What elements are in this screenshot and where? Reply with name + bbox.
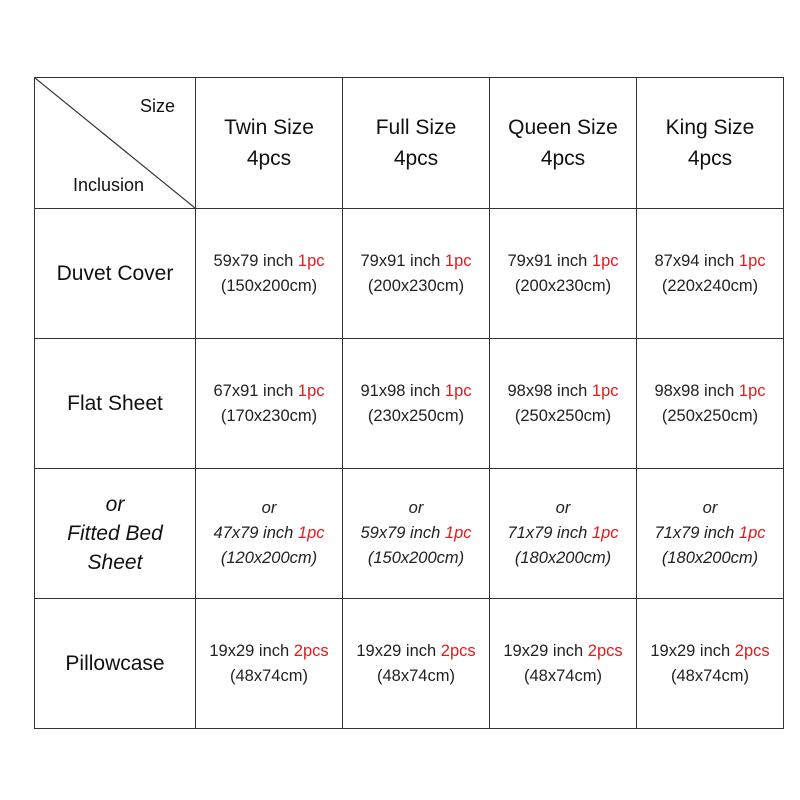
size-cell-king [637, 599, 784, 729]
row-label [35, 209, 196, 339]
row-label [35, 469, 196, 599]
quantity-text: 2pcs [293, 641, 329, 660]
cm-dimension: (48x74cm) [524, 666, 602, 685]
row-label-line: or [105, 493, 125, 516]
table-row-flat-sheet [35, 339, 784, 469]
row-label-line: Pillowcase [65, 652, 165, 675]
quantity-text: 1pc [591, 381, 619, 400]
inch-dimension: 19x29 inch [356, 641, 437, 660]
table-row-fitted-sheet [35, 469, 784, 599]
quantity-text: 1pc [444, 251, 472, 270]
cm-dimension: (230x250cm) [367, 406, 465, 425]
inch-dimension: 19x29 inch [503, 641, 584, 660]
quantity-text: 1pc [591, 524, 619, 542]
inch-dimension: 79x91 inch [507, 251, 588, 270]
dimension-line [637, 249, 783, 274]
dimension-line [196, 639, 342, 664]
inch-dimension: 87x94 inch [654, 251, 735, 270]
size-cell-twin [196, 469, 343, 599]
cm-dimension: (220x240cm) [661, 276, 759, 295]
column-size-name: King Size [665, 116, 755, 139]
dimension-line [637, 379, 783, 404]
cm-dimension: (170x230cm) [220, 406, 318, 425]
size-cell-twin [196, 339, 343, 469]
dimension-line [196, 249, 342, 274]
size-cell-full [343, 469, 490, 599]
corner-cell [35, 78, 196, 209]
dimension-line [196, 379, 342, 404]
quantity-text: 2pcs [734, 641, 770, 660]
row-label-line: Flat Sheet [67, 392, 163, 415]
size-cell-full [343, 599, 490, 729]
size-cell-king [637, 209, 784, 339]
row-label-line: Sheet [87, 551, 143, 574]
inch-dimension: 47x79 inch [213, 524, 294, 542]
quantity-text: 1pc [297, 251, 325, 270]
quantity-text: 1pc [297, 381, 325, 400]
cm-dimension: (150x200cm) [220, 276, 318, 295]
column-piece-count: 4pcs [540, 147, 586, 170]
dimension-line [637, 521, 783, 546]
size-cell-queen [490, 209, 637, 339]
row-label [35, 339, 196, 469]
size-cell-full [343, 209, 490, 339]
dimension-line [490, 379, 636, 404]
or-text: or [261, 499, 277, 517]
dimension-line [490, 249, 636, 274]
size-cell-queen [490, 599, 637, 729]
size-cell-queen [490, 469, 637, 599]
cm-dimension: (200x230cm) [514, 276, 612, 295]
dimension-line [637, 639, 783, 664]
header-row [35, 78, 784, 209]
inch-dimension: 19x29 inch [209, 641, 290, 660]
corner-inclusion-label: Inclusion [73, 175, 145, 195]
dimension-line [343, 379, 489, 404]
size-chart-table [34, 77, 784, 729]
column-header-full [343, 78, 490, 209]
inch-dimension: 91x98 inch [360, 381, 441, 400]
size-cell-twin [196, 599, 343, 729]
or-text: or [702, 499, 718, 517]
quantity-text: 1pc [738, 381, 766, 400]
dimension-line [343, 521, 489, 546]
dimension-line [490, 521, 636, 546]
quantity-text: 2pcs [440, 641, 476, 660]
inch-dimension: 79x91 inch [360, 251, 441, 270]
inch-dimension: 67x91 inch [213, 381, 294, 400]
column-piece-count: 4pcs [687, 147, 733, 170]
quantity-text: 1pc [738, 524, 766, 542]
row-label [35, 599, 196, 729]
column-piece-count: 4pcs [393, 147, 439, 170]
size-cell-queen [490, 339, 637, 469]
cm-dimension: (150x200cm) [367, 549, 465, 567]
cm-dimension: (48x74cm) [377, 666, 455, 685]
size-cell-king [637, 339, 784, 469]
size-cell-full [343, 339, 490, 469]
column-header-queen [490, 78, 637, 209]
size-cell-king [637, 469, 784, 599]
table-row-duvet-cover [35, 209, 784, 339]
column-size-name: Twin Size [224, 116, 314, 139]
cm-dimension: (48x74cm) [230, 666, 308, 685]
column-piece-count: 4pcs [246, 147, 292, 170]
cm-dimension: (48x74cm) [671, 666, 749, 685]
cm-dimension: (180x200cm) [661, 549, 759, 567]
quantity-text: 1pc [738, 251, 766, 270]
inch-dimension: 98x98 inch [507, 381, 588, 400]
table-row-pillowcase [35, 599, 784, 729]
row-label-line: Duvet Cover [56, 262, 174, 285]
quantity-text: 1pc [591, 251, 619, 270]
quantity-text: 1pc [297, 524, 325, 542]
column-header-king [637, 78, 784, 209]
inch-dimension: 98x98 inch [654, 381, 735, 400]
inch-dimension: 19x29 inch [650, 641, 731, 660]
size-cell-twin [196, 209, 343, 339]
quantity-text: 1pc [444, 524, 472, 542]
inch-dimension: 59x79 inch [360, 524, 441, 542]
column-size-name: Queen Size [508, 116, 618, 139]
quantity-text: 2pcs [587, 641, 623, 660]
or-text: or [555, 499, 571, 517]
inch-dimension: 71x79 inch [654, 524, 735, 542]
dimension-line [196, 521, 342, 546]
cm-dimension: (200x230cm) [367, 276, 465, 295]
cm-dimension: (250x250cm) [514, 406, 612, 425]
dimension-line [343, 639, 489, 664]
inch-dimension: 59x79 inch [213, 251, 294, 270]
dimension-line [343, 249, 489, 274]
corner-size-label: Size [139, 96, 175, 116]
column-size-name: Full Size [375, 116, 457, 139]
cm-dimension: (120x200cm) [220, 549, 318, 567]
cm-dimension: (180x200cm) [514, 549, 612, 567]
row-label-line: Fitted Bed [67, 522, 163, 545]
inch-dimension: 71x79 inch [507, 524, 588, 542]
quantity-text: 1pc [444, 381, 472, 400]
or-text: or [408, 499, 424, 517]
column-header-twin [196, 78, 343, 209]
dimension-line [490, 639, 636, 664]
cm-dimension: (250x250cm) [661, 406, 759, 425]
